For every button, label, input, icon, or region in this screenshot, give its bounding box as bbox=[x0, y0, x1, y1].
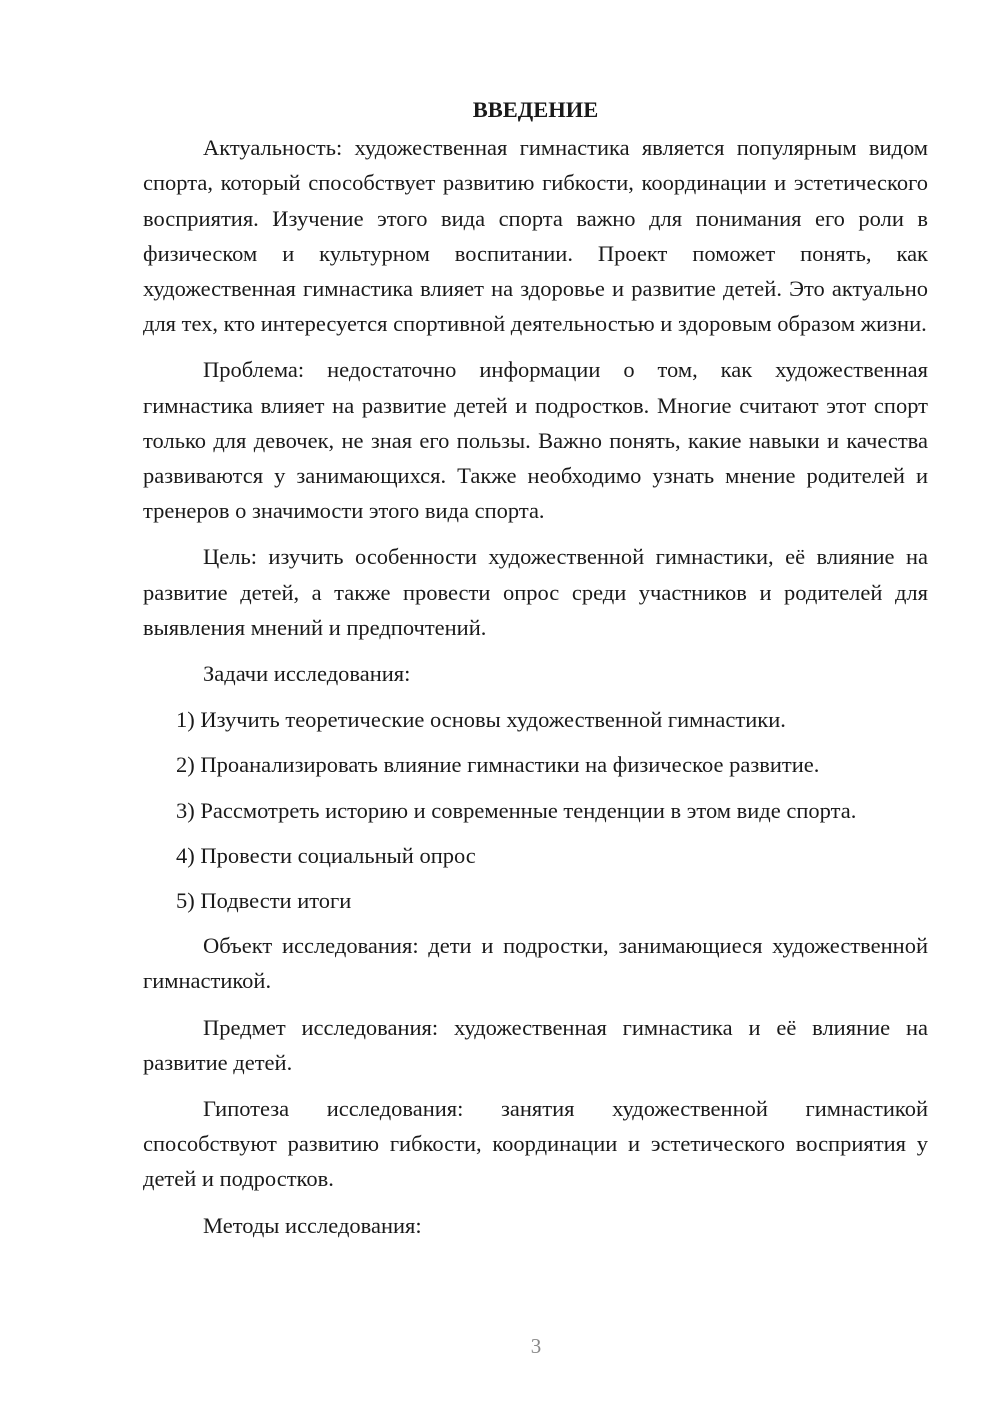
methods-label: Методы исследования: bbox=[203, 1212, 422, 1238]
paragraph-hypothesis: Гипотеза исследования: занятия художественной гимнастикой способствуют развитию гибкости, координации и эстетического восприятия у детей и подростков. bbox=[143, 1096, 928, 1192]
task-item: 5) Подвести итоги bbox=[176, 888, 352, 914]
task-item: 4) Провести социальный опрос bbox=[176, 842, 476, 868]
section-title: ВВЕДЕНИЕ bbox=[472, 97, 599, 122]
task-item: 1) Изучить теоретические основы художественной гимнастики. bbox=[176, 707, 786, 733]
page-content bbox=[143, 92, 928, 1254]
paragraph-subject: Предмет исследования: художественная гимнастика и её влияние на развитие детей. bbox=[143, 1014, 928, 1075]
task-item: 2) Проанализировать влияние гимнастики на физическое развитие. bbox=[176, 752, 820, 778]
paragraph-actuality: Актуальность: художественная гимнастика является популярным видом спорта, который способствует развитию гибкости, координации и эстетического восприятия. Изучение этого вида спорта важно для понимания его роли в физическом и культурном воспитании. Проект поможет понять, как художественная гимнастика влияет на здоровье и развитие детей. Это актуально для тех, кто интересуется спортивной деятельностью и здоровым образом жизни. bbox=[143, 135, 928, 337]
paragraph-problem: Проблема: недостаточно информации о том, как художественная гимнастика влияет на развитие детей и подростков. Многие считают этот спорт только для девочек, не зная его пользы. Важно понять, какие навыки и качества развиваются у занимающихся. Также необходимо узнать мнение родителей и тренеров о значимости этого вида спорта. bbox=[143, 357, 928, 524]
page-number: 3 bbox=[530, 1334, 542, 1358]
tasks-list bbox=[143, 702, 928, 918]
paragraph-goal: Цель: изучить особенности художественной гимнастики, её влияние на развитие детей, а также провести опрос среди участников и родителей для выявления мнений и предпочтений. bbox=[143, 544, 928, 640]
task-item: 3) Рассмотреть историю и современные тенденции в этом виде спорта. bbox=[176, 797, 857, 823]
paragraph-object: Объект исследования: дети и подростки, занимающиеся художественной гимнастикой. bbox=[143, 933, 928, 994]
tasks-label: Задачи исследования: bbox=[203, 661, 411, 687]
